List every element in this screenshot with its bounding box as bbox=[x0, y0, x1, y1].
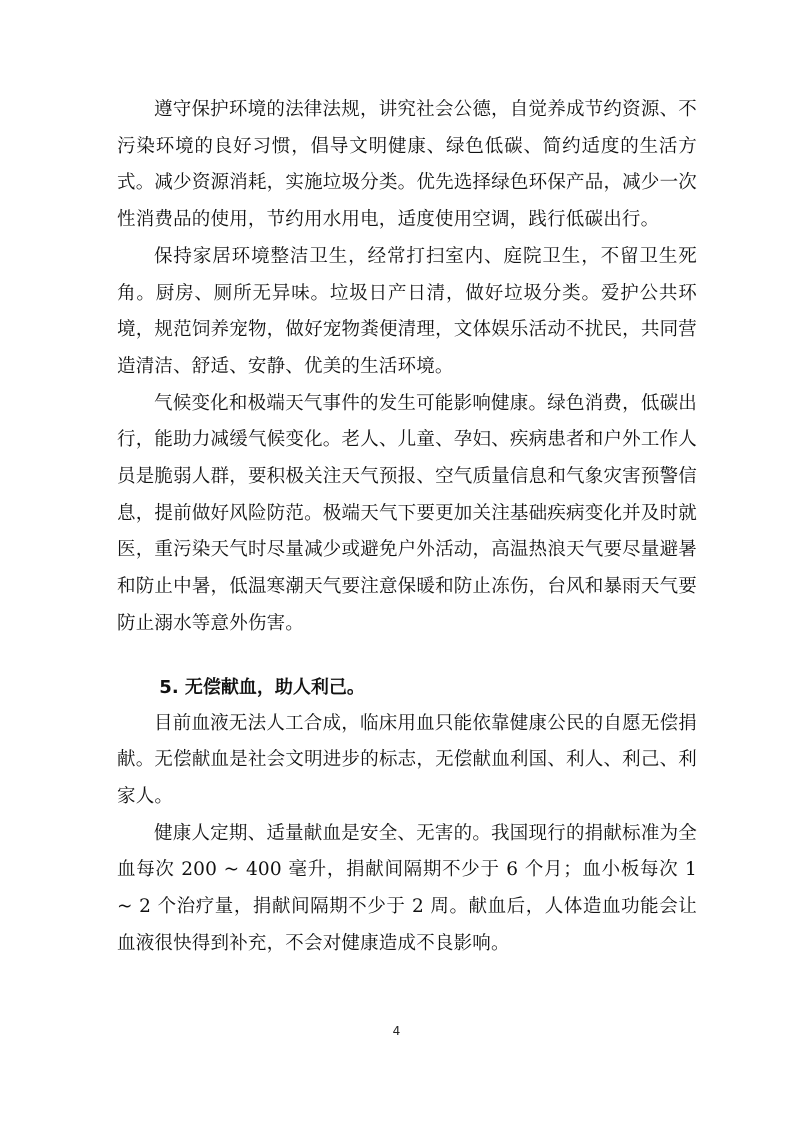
paragraph-environment-protection: 遵守保护环境的法律法规，讲究社会公德，自觉养成节约资源、不污染环境的良好习惯，倡导文明健康、绿色低碳、简约适度的生活方式。减少资源消耗，实施垃圾分类。优先选择绿色环保产品，减少一次性消费品的使用，节约用水用电，适度使用空调，践行低碳出行。 bbox=[117, 99, 697, 231]
section-heading-blood-donation: 5. 无偿献血，助人利己。 bbox=[159, 676, 365, 698]
page-number: 4 bbox=[392, 1024, 401, 1038]
paragraph-home-hygiene: 保持家居环境整洁卫生，经常打扫室内、庭院卫生，不留卫生死角。厨房、厕所无异味。垃圾日产日清，做好垃圾分类。爱护公共环境，规范饲养宠物，做好宠物粪便清理，文体娱乐活动不扰民，共同营造清洁、舒适、安静、优美的生活环境。 bbox=[117, 245, 697, 377]
paragraph-blood-donation-intro: 目前血液无法人工合成，临床用血只能依靠健康公民的自愿无偿捐献。无偿献血是社会文明进步的标志，无偿献血利国、利人、利己、利家人。 bbox=[117, 712, 697, 807]
page-content bbox=[117, 92, 697, 962]
paragraph-climate-health: 气候变化和极端天气事件的发生可能影响健康。绿色消费，低碳出行，能助力减缓气候变化。老人、儿童、孕妇、疾病患者和户外工作人员是脆弱人群，要积极关注天气预报、空气质量信息和气象灾害预警信息，提前做好风险防范。极端天气下要更加关注基础疾病变化并及时就医，重污染天气时尽量减少或避免户外活动，高温热浪天气要尽量避暑和防止中暑，低温寒潮天气要注意保暖和防止冻伤，台风和暴雨天气要防止溺水等意外伤害。 bbox=[117, 392, 697, 634]
paragraph-blood-donation-standard: 健康人定期、适量献血是安全、无害的。我国现行的捐献标准为全血每次 200 ~ 400 毫升，捐献间隔期不少于 6 个月；血小板每次 1 ~ 2 个治疗量，捐献间隔期不少于 2 周。献血后，人体造血功能会让血液很快得到补充，不会对健康造成不良影响。 bbox=[117, 822, 697, 954]
